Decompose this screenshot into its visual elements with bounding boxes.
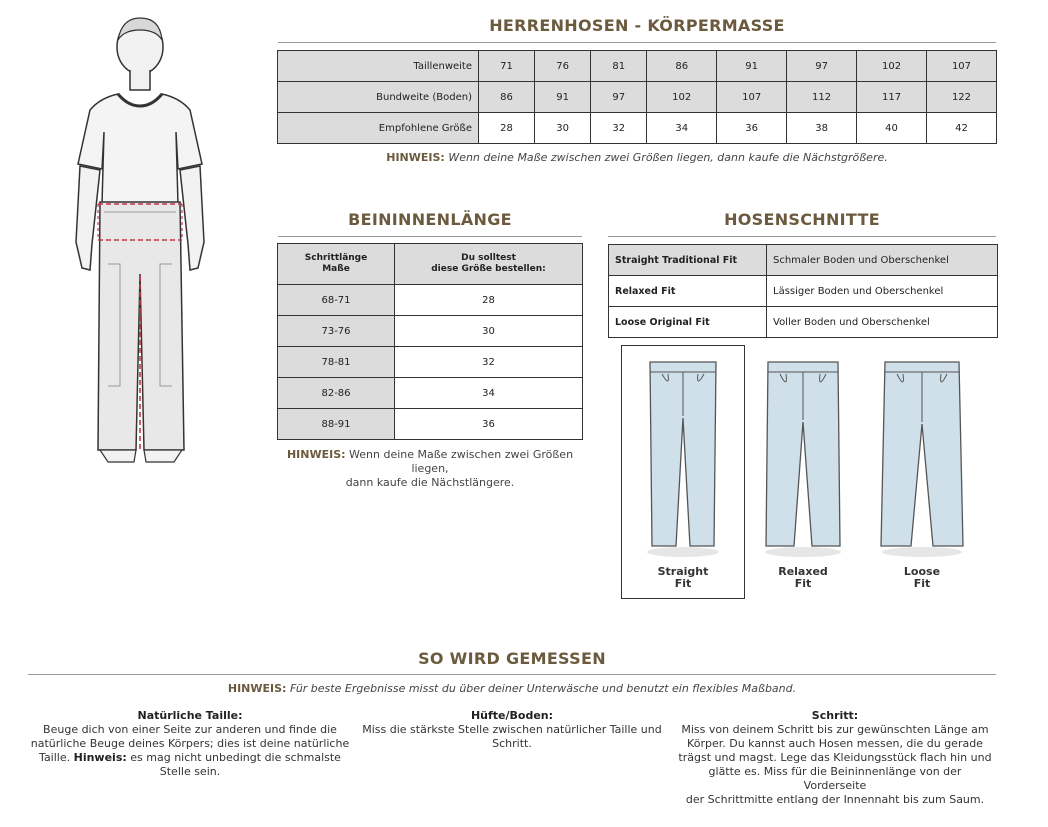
instruction-line: Stelle sein. <box>159 765 221 778</box>
man-figure-illustration <box>60 14 220 469</box>
table-cell: 88-91 <box>278 409 395 440</box>
header-text: Maße <box>322 264 350 274</box>
fit-desc: Schmaler Boden und Oberschenkel <box>767 245 998 276</box>
table-cell: 28 <box>395 285 583 316</box>
table-cell: 86 <box>647 51 717 82</box>
table-header-row <box>278 244 583 285</box>
sizes-note <box>278 151 996 164</box>
table-cell: 40 <box>857 113 927 144</box>
instruction-line: natürliche Beuge deines Körpers; dies ist deine natürliche <box>30 737 350 750</box>
note-text: Wenn deine Maße zwischen zwei Größen liegen, dann kaufe die Nächstgrößere. <box>448 151 888 164</box>
table-cell: 102 <box>857 51 927 82</box>
instruction-line: Körper. Du kannst auch Hosen messen, die du gerade <box>687 737 983 750</box>
table-cell: 38 <box>787 113 857 144</box>
loose-fit-label <box>881 566 963 590</box>
instruction-line: trägst und magst. Lege das Kleidungsstück flach hin und <box>678 751 992 764</box>
table-row <box>278 113 997 144</box>
instruction-line <box>30 751 350 765</box>
crotch-heading: Schritt: <box>811 709 859 722</box>
instruction-text: es mag nicht unbedingt die schmalste <box>130 751 341 764</box>
inseam-note <box>278 448 582 490</box>
note-label: HINWEIS: <box>286 448 346 461</box>
note-text: Wenn deine Maße zwischen zwei Größen liegen, <box>349 448 574 475</box>
pant-label-line: Fit <box>913 577 931 590</box>
table-cell: 32 <box>395 347 583 378</box>
table-cell: 117 <box>857 82 927 113</box>
table-cell: 122 <box>926 82 996 113</box>
table-cell: 76 <box>535 51 591 82</box>
table-cell: 28 <box>479 113 535 144</box>
table-cell: 97 <box>591 82 647 113</box>
measure-title: SO WIRD GEMESSEN <box>418 649 606 668</box>
inseam-title: BEININNENLÄNGE <box>348 210 512 229</box>
header-text: Schrittlänge <box>304 253 368 263</box>
table-cell: 68-71 <box>278 285 395 316</box>
instruction-line: Schritt. <box>492 737 532 750</box>
table-cell: 32 <box>591 113 647 144</box>
table-cell: 107 <box>926 51 996 82</box>
pant-label-line: Fit <box>674 577 692 590</box>
table-row <box>278 378 583 409</box>
table-row <box>278 285 583 316</box>
table-cell: 42 <box>926 113 996 144</box>
table-cell: 34 <box>395 378 583 409</box>
table-row <box>609 245 998 276</box>
table-cell: 86 <box>479 82 535 113</box>
measure-note <box>28 682 996 695</box>
fit-name: Straight Traditional Fit <box>609 245 767 276</box>
note-label: HINWEIS: <box>227 682 287 695</box>
fits-table <box>608 244 998 338</box>
table-row <box>609 276 998 307</box>
fit-name: Loose Original Fit <box>609 307 767 338</box>
table-cell: 97 <box>787 51 857 82</box>
waist-instructions <box>30 709 350 779</box>
row-label-waist: Taillenweite <box>278 51 479 82</box>
table-cell: 81 <box>591 51 647 82</box>
table-cell: 71 <box>479 51 535 82</box>
fit-desc: Voller Boden und Oberschenkel <box>767 307 998 338</box>
loose-fit-pants-image <box>879 358 965 558</box>
hip-heading: Hüfte/Boden: <box>470 709 554 722</box>
header-text: Du solltest <box>461 253 516 263</box>
hip-instructions <box>356 709 668 751</box>
table-cell: 82-86 <box>278 378 395 409</box>
table-row <box>609 307 998 338</box>
table-cell: 36 <box>717 113 787 144</box>
straight-fit-pants-image <box>640 358 726 558</box>
inseam-header-right <box>395 244 583 285</box>
sizes-title: HERRENHOSEN - KÖRPERMASSE <box>489 16 785 35</box>
table-row <box>278 347 583 378</box>
size-table <box>277 50 997 144</box>
table-row <box>278 316 583 347</box>
straight-fit-label <box>642 566 724 590</box>
table-cell: 73-76 <box>278 316 395 347</box>
note-label: HINWEIS: <box>386 151 445 164</box>
table-cell: 30 <box>535 113 591 144</box>
table-cell: 91 <box>717 51 787 82</box>
instruction-line: glätte es. Miss für die Beininnenlänge von der Vorderseite <box>708 765 962 792</box>
table-row <box>278 51 997 82</box>
crotch-instructions <box>676 709 994 807</box>
table-row <box>278 409 583 440</box>
inseam-table <box>277 243 583 440</box>
note-text: Für beste Ergebnisse misst du über deiner Unterwäsche und benutzt ein flexibles Maßband. <box>289 682 797 695</box>
instruction-line: Beuge dich von einer Seite zur anderen und finde die <box>43 723 337 736</box>
table-cell: 91 <box>535 82 591 113</box>
pant-label-line: Straight <box>657 565 709 578</box>
inseam-header-left <box>278 244 395 285</box>
table-cell: 78-81 <box>278 347 395 378</box>
fit-desc: Lässiger Boden und Oberschenkel <box>767 276 998 307</box>
instruction-text: Taille. <box>39 751 71 764</box>
instruction-bold: Hinweis: <box>73 751 127 764</box>
table-cell: 36 <box>395 409 583 440</box>
relaxed-fit-pants-image <box>760 358 846 558</box>
table-cell: 102 <box>647 82 717 113</box>
relaxed-fit-label <box>762 566 844 590</box>
row-label-hip: Bundweite (Boden) <box>278 82 479 113</box>
table-row <box>278 82 997 113</box>
fit-name: Relaxed Fit <box>609 276 767 307</box>
row-label-size: Empfohlene Größe <box>278 113 479 144</box>
note-text: dann kaufe die Nächstlängere. <box>345 476 515 489</box>
instruction-line: der Schrittmitte entlang der Innennaht bis zum Saum. <box>685 793 985 806</box>
header-text: diese Größe bestellen: <box>431 264 546 274</box>
instruction-line: Miss von deinem Schritt bis zur gewünschten Länge am <box>681 723 989 736</box>
pant-label-line: Fit <box>794 577 812 590</box>
pant-label-line: Loose <box>903 565 941 578</box>
fits-title: HOSENSCHNITTE <box>724 210 880 229</box>
table-cell: 112 <box>787 82 857 113</box>
pant-label-line: Relaxed <box>778 565 828 578</box>
instruction-line: Miss die stärkste Stelle zwischen natürlicher Taille und <box>362 723 662 736</box>
table-cell: 30 <box>395 316 583 347</box>
table-cell: 34 <box>647 113 717 144</box>
waist-heading: Natürliche Taille: <box>137 709 243 722</box>
table-cell: 107 <box>717 82 787 113</box>
